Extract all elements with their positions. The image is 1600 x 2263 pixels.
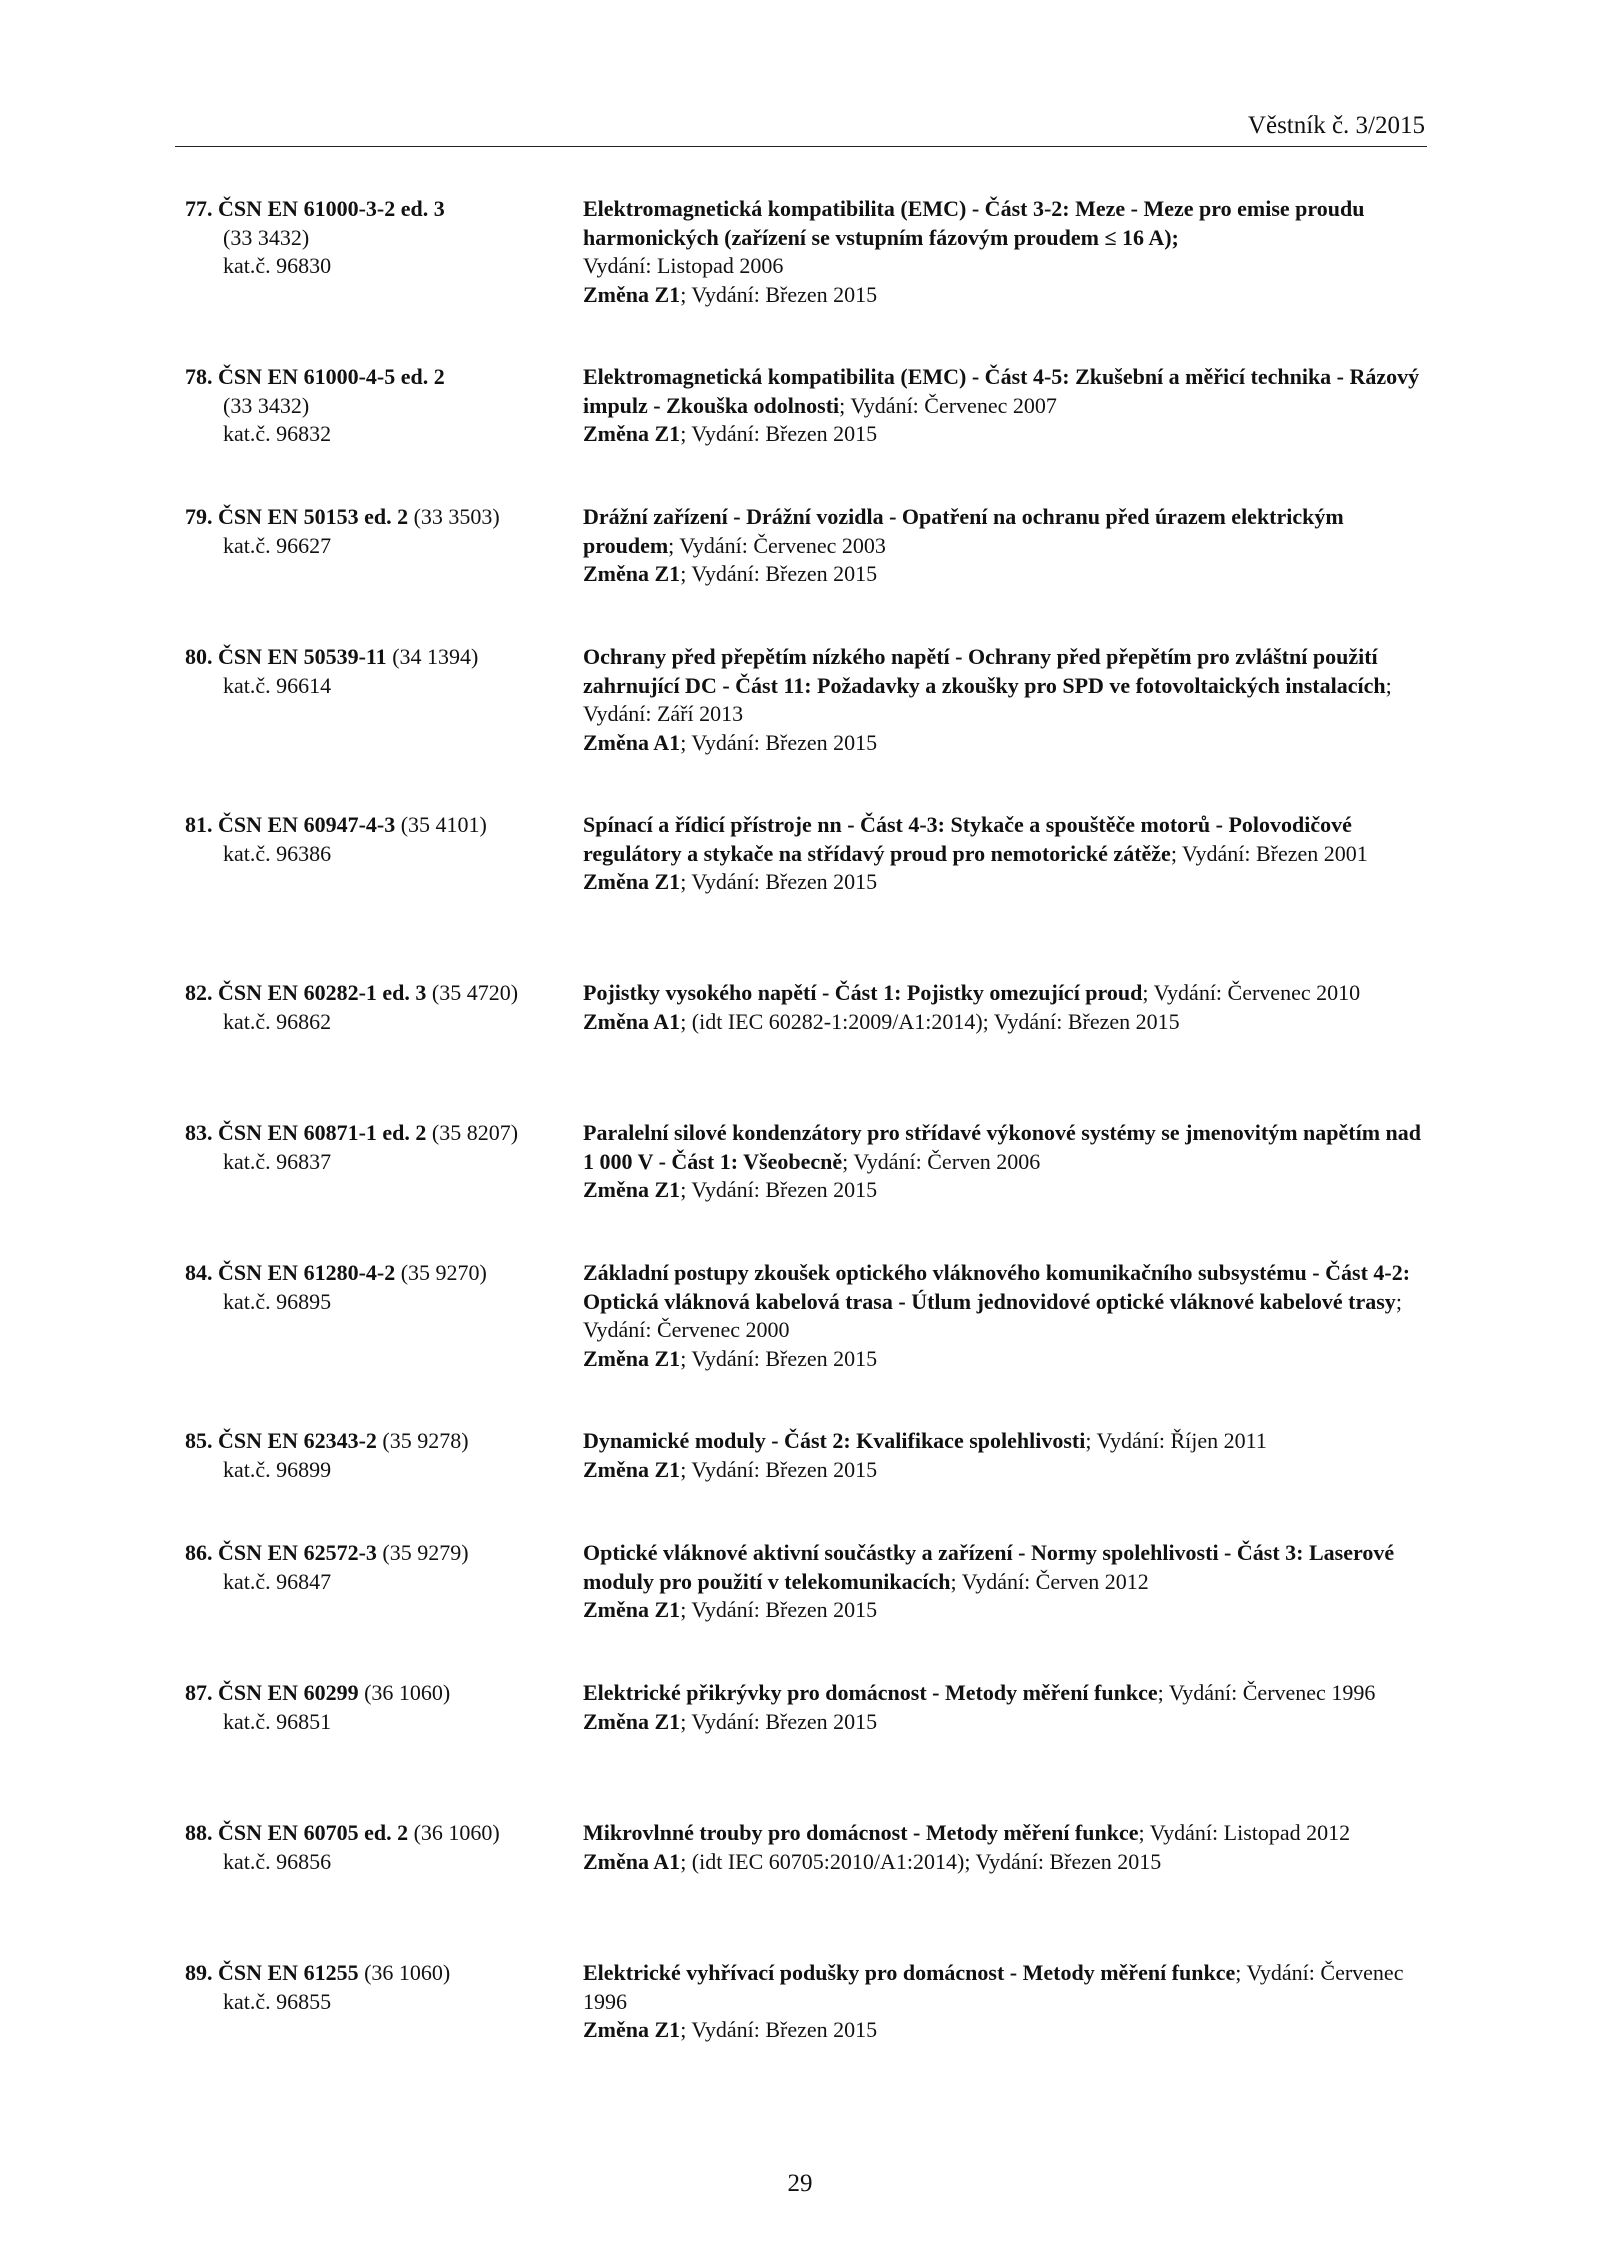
classification-number: (35 9279): [376, 1540, 469, 1565]
standard-description: [583, 1119, 1425, 1205]
change-label: Změna Z1: [583, 869, 681, 895]
change-label: Změna Z1: [583, 1177, 681, 1203]
entry-number: 89.: [185, 1960, 213, 1985]
change-date: ; Vydání: Březen 2015: [680, 869, 878, 895]
standard-title: Paralelní silové kondenzátory pro střídavé výkonové systémy se jmenovitým napětím nad 1 000 V - Část 1: Všeobecně: [583, 1120, 1422, 1174]
standard-description: [583, 503, 1425, 589]
change-label: Změna Z1: [583, 1456, 681, 1482]
entry-number: 80.: [185, 644, 213, 669]
standard-id-column: [185, 1959, 583, 2045]
change-label: Změna A1: [583, 1008, 681, 1034]
issue-date: ; Vydání: Červenec 2010: [1142, 980, 1361, 1005]
standard-entry: [185, 503, 1425, 589]
standard-entry: [185, 1119, 1425, 1205]
catalog-number: kat.č. 96847: [223, 1568, 332, 1594]
catalog-number: kat.č. 96862: [223, 1008, 332, 1034]
classification-number: (35 4101): [395, 812, 487, 837]
standard-code: ČSN EN 50539-11: [218, 644, 387, 669]
entry-number: 81.: [185, 812, 213, 837]
standard-title: Elektromagnetická kompatibilita (EMC) - Část 4-5: Zkušební a měřicí technika - Rázový impulz - Zkouška odolnosti: [583, 364, 1420, 418]
change-date: ; (idt IEC 60282-1:2009/A1:2014); Vydání: Březen 2015: [680, 1008, 1180, 1034]
standard-code: ČSN EN 61280-4-2: [218, 1260, 396, 1285]
standard-entry: [185, 643, 1425, 757]
classification-number: (35 9270): [395, 1260, 487, 1285]
catalog-number: kat.č. 96830: [223, 253, 332, 279]
standard-entry: [185, 195, 1425, 309]
page-number: 29: [787, 2170, 813, 2197]
standard-code: ČSN EN 60705 ed. 2: [218, 1820, 409, 1845]
issue-date: ; Vydání: Červen 2012: [950, 1568, 1149, 1594]
standard-id-column: [185, 195, 583, 309]
change-label: Změna A1: [583, 1848, 681, 1874]
standard-entry: [185, 1259, 1425, 1373]
standard-title: Pojistky vysokého napětí - Část 1: Pojistky omezující proud: [583, 980, 1143, 1005]
standard-title: Elektrické vyhřívací podušky pro domácnost - Metody měření funkce: [583, 1960, 1236, 1985]
standard-description: [583, 1539, 1425, 1625]
standard-entry: [185, 811, 1425, 897]
standard-description: [583, 1959, 1425, 2045]
standard-code: ČSN EN 50153 ed. 2: [218, 504, 409, 529]
issue-date: ; Vydání: Červen 2006: [842, 1148, 1041, 1174]
classification-number: (35 9278): [376, 1428, 469, 1453]
standard-title: Základní postupy zkoušek optického vláknového komunikačního subsystému - Část 4-2: Optická vláknová kabelová trasa - Útlum jednovidové optické vláknové kabelové trasy: [583, 1260, 1411, 1314]
issue-date: ; Vydání: Březen 2001: [1170, 840, 1368, 866]
change-date: ; Vydání: Březen 2015: [680, 1177, 878, 1203]
classification-number: (36 1060): [408, 1820, 500, 1845]
standard-entry: [185, 363, 1425, 449]
entry-number: 82.: [185, 980, 213, 1005]
standard-id-column: [185, 811, 583, 897]
entry-number: 79.: [185, 504, 213, 529]
standard-code: ČSN EN 60282-1 ed. 3: [218, 980, 427, 1005]
standard-entry: [185, 1819, 1425, 1876]
standard-id-column: [185, 363, 583, 449]
change-date: ; (idt IEC 60705:2010/A1:2014); Vydání: Březen 2015: [680, 1848, 1162, 1874]
catalog-number: kat.č. 96855: [223, 1988, 332, 2014]
entry-number: 83.: [185, 1120, 213, 1145]
standard-code: ČSN EN 60299: [218, 1680, 359, 1705]
entry-number: 88.: [185, 1820, 213, 1845]
standard-code: ČSN EN 60871-1 ed. 2: [218, 1120, 427, 1145]
change-label: Změna Z1: [583, 1708, 681, 1734]
standard-title: Optické vláknové aktivní součástky a zařízení - Normy spolehlivosti - Část 3: Laserové moduly pro použití v telekomunikacích: [583, 1540, 1395, 1594]
catalog-number: kat.č. 96899: [223, 1456, 332, 1482]
standard-id-column: [185, 503, 583, 589]
issue-date: ; Vydání: Září 2013: [583, 672, 1392, 727]
change-label: Změna Z1: [583, 2017, 681, 2043]
standard-description: [583, 195, 1425, 309]
bulletin-title: Věstník č. 3/2015: [1247, 112, 1425, 139]
standard-id-column: [185, 1427, 583, 1484]
standard-entry: [185, 1679, 1425, 1736]
standard-id-column: [185, 1259, 583, 1373]
standard-code: ČSN EN 60947-4-3: [218, 812, 396, 837]
change-label: Změna Z1: [583, 1597, 681, 1623]
standard-id-column: [185, 1679, 583, 1736]
standard-description: [583, 1819, 1425, 1876]
standard-code: ČSN EN 61255: [218, 1960, 359, 1985]
classification-number: (36 1060): [358, 1680, 451, 1705]
classification-number: (33 3432): [223, 392, 310, 418]
entry-number: 84.: [185, 1260, 213, 1285]
classification-number: (35 8207): [426, 1120, 519, 1145]
standard-description: [583, 363, 1425, 449]
classification-number: (35 4720): [426, 980, 519, 1005]
issue-date: ; Vydání: Červenec 1996: [583, 1960, 1404, 2014]
standard-title: Spínací a řídicí přístroje nn - Část 4-3: Stykače a spouštěče motorů - Polovodičové regulátory a stykače na střídavý proud pro nemotorické zátěže: [583, 812, 1352, 866]
catalog-number: kat.č. 96386: [223, 840, 332, 866]
classification-number: (34 1394): [386, 644, 479, 669]
standard-description: [583, 979, 1425, 1036]
standard-id-column: [185, 643, 583, 757]
change-date: ; Vydání: Březen 2015: [680, 1456, 878, 1482]
standard-title: Elektrické přikrývky pro domácnost - Metody měření funkce: [583, 1680, 1158, 1705]
standard-title: Elektromagnetická kompatibilita (EMC) - Část 3-2: Meze - Meze pro emise proudu harmonických (zařízení se vstupním fázovým proudem ≤ 16 A);: [583, 196, 1365, 250]
change-date: ; Vydání: Březen 2015: [680, 2017, 878, 2043]
change-date: ; Vydání: Březen 2015: [680, 1345, 878, 1371]
issue-date: ; Vydání: Červenec 2000: [583, 1288, 1402, 1343]
change-date: ; Vydání: Březen 2015: [680, 1708, 878, 1734]
change-date: ; Vydání: Březen 2015: [680, 281, 878, 307]
standard-id-column: [185, 1819, 583, 1876]
entry-number: 77.: [185, 196, 213, 221]
classification-number: (33 3503): [408, 504, 500, 529]
standard-id-column: [185, 1539, 583, 1625]
standard-id-column: [185, 979, 583, 1036]
standard-id-column: [185, 1119, 583, 1205]
standard-title: Mikrovlnné trouby pro domácnost - Metody měření funkce: [583, 1820, 1139, 1845]
standard-entry: [185, 979, 1425, 1036]
catalog-number: kat.č. 96837: [223, 1148, 332, 1174]
entry-number: 78.: [185, 364, 213, 389]
issue-date: ; Vydání: Říjen 2011: [1085, 1428, 1267, 1453]
standard-description: [583, 643, 1425, 757]
catalog-number: kat.č. 96856: [223, 1848, 332, 1874]
issue-date: ; Vydání: Listopad 2012: [1138, 1820, 1351, 1845]
entry-number: 87.: [185, 1680, 213, 1705]
standard-code: ČSN EN 61000-3-2 ed. 3: [218, 196, 445, 221]
change-label: Změna Z1: [583, 561, 681, 587]
issue-date: Vydání: Listopad 2006: [583, 253, 784, 279]
issue-date: ; Vydání: Červenec 2007: [839, 392, 1057, 418]
standard-title: Ochrany před přepětím nízkého napětí - Ochrany před přepětím pro zvláštní použití zahrnující DC - Část 11: Požadavky a zkoušky pro SPD ve fotovoltaických instalacích: [583, 644, 1386, 698]
change-date: ; Vydání: Březen 2015: [680, 729, 878, 755]
issue-date: ; Vydání: Červenec 2003: [668, 532, 886, 558]
classification-number: (36 1060): [358, 1960, 451, 1985]
catalog-number: kat.č. 96832: [223, 421, 332, 447]
classification-number: (33 3432): [223, 224, 310, 250]
entry-number: 85.: [185, 1428, 213, 1453]
catalog-number: kat.č. 96895: [223, 1288, 332, 1314]
change-label: Změna Z1: [583, 1345, 681, 1371]
standard-title: Dynamické moduly - Část 2: Kvalifikace spolehlivosti: [583, 1428, 1086, 1453]
catalog-number: kat.č. 96627: [223, 532, 332, 558]
change-label: Změna Z1: [583, 281, 681, 307]
standard-code: ČSN EN 62572-3: [218, 1540, 377, 1565]
change-date: ; Vydání: Březen 2015: [680, 1597, 878, 1623]
catalog-number: kat.č. 96851: [223, 1708, 332, 1734]
change-date: ; Vydání: Březen 2015: [680, 561, 878, 587]
change-label: Změna A1: [583, 729, 681, 755]
change-date: ; Vydání: Březen 2015: [680, 421, 878, 447]
standard-title: Drážní zařízení - Drážní vozidla - Opatření na ochranu před úrazem elektrickým proudem: [583, 504, 1344, 558]
issue-date: ; Vydání: Červenec 1996: [1157, 1680, 1376, 1705]
page-header: [175, 108, 1427, 147]
change-label: Změna Z1: [583, 421, 681, 447]
catalog-number: kat.č. 96614: [223, 672, 332, 698]
standard-description: [583, 1679, 1425, 1736]
standard-entry: [185, 1427, 1425, 1484]
standard-description: [583, 1427, 1425, 1484]
standard-entry: [185, 1539, 1425, 1625]
standard-code: ČSN EN 62343-2: [218, 1428, 377, 1453]
entry-number: 86.: [185, 1540, 213, 1565]
standard-description: [583, 1259, 1425, 1373]
standard-entry: [185, 1959, 1425, 2045]
standard-code: ČSN EN 61000-4-5 ed. 2: [218, 364, 445, 389]
standard-description: [583, 811, 1425, 897]
